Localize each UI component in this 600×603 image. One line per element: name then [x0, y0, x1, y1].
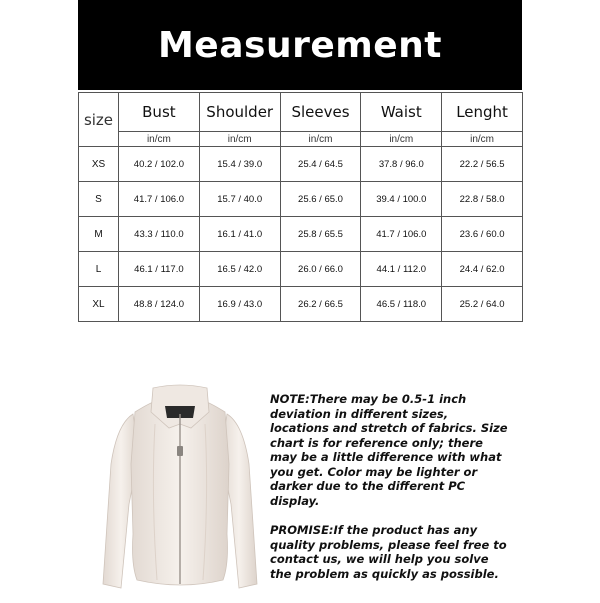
column-header-sleeves: Sleeves — [280, 93, 361, 132]
size-cell: S — [79, 182, 119, 217]
promise-text: PROMISE:If the product has any quality problems, please feel free to contact us, we will help you solve the problem as quickly as possible. — [270, 523, 507, 581]
table-cell: 16.5 / 42.0 — [199, 252, 280, 287]
table-row — [79, 287, 523, 322]
table-cell: 16.9 / 43.0 — [199, 287, 280, 322]
table-row — [79, 182, 523, 217]
table-cell: 46.1 / 117.0 — [119, 252, 200, 287]
table-cell: 48.8 / 124.0 — [119, 287, 200, 322]
column-header-bust: Bust — [119, 93, 200, 132]
unit-row — [79, 132, 523, 147]
table-cell: 15.7 / 40.0 — [199, 182, 280, 217]
size-column-header: size — [79, 93, 119, 147]
unit-label: in/cm — [199, 132, 280, 147]
column-header-waist: Waist — [361, 93, 442, 132]
table-row — [79, 147, 523, 182]
table-cell: 25.2 / 64.0 — [442, 287, 523, 322]
table-header-row — [79, 93, 523, 132]
unit-label: in/cm — [361, 132, 442, 147]
table-cell: 39.4 / 100.0 — [361, 182, 442, 217]
size-cell: XS — [79, 147, 119, 182]
table-cell: 22.2 / 56.5 — [442, 147, 523, 182]
table-cell: 22.8 / 58.0 — [442, 182, 523, 217]
table-cell: 15.4 / 39.0 — [199, 147, 280, 182]
table-cell: 44.1 / 112.0 — [361, 252, 442, 287]
size-chart-table — [78, 92, 523, 322]
table-row — [79, 252, 523, 287]
table-cell: 25.4 / 64.5 — [280, 147, 361, 182]
table-cell: 41.7 / 106.0 — [119, 182, 200, 217]
size-cell: L — [79, 252, 119, 287]
unit-label: in/cm — [442, 132, 523, 147]
table-cell: 23.6 / 60.0 — [442, 217, 523, 252]
table-cell: 16.1 / 41.0 — [199, 217, 280, 252]
table-cell: 46.5 / 118.0 — [361, 287, 442, 322]
table-cell: 26.0 / 66.0 — [280, 252, 361, 287]
size-cell: M — [79, 217, 119, 252]
column-header-shoulder: Shoulder — [199, 93, 280, 132]
jacket-illustration-icon — [95, 384, 265, 598]
column-header-length: Lenght — [442, 93, 523, 132]
table-row — [79, 217, 523, 252]
title-banner — [78, 0, 522, 90]
table-cell: 43.3 / 110.0 — [119, 217, 200, 252]
unit-label: in/cm — [119, 132, 200, 147]
table-cell: 25.6 / 65.0 — [280, 182, 361, 217]
note-text: NOTE:There may be 0.5-1 inch deviation in different sizes, locations and stretch of fabrics. Size chart is for reference only; there may be a little difference with what you get. Color may be lighter or darker due to the different PC display. — [270, 392, 508, 508]
table-cell: 41.7 / 106.0 — [361, 217, 442, 252]
unit-label: in/cm — [280, 132, 361, 147]
page-title: Measurement — [157, 24, 443, 66]
table-cell: 26.2 / 66.5 — [280, 287, 361, 322]
jacket-product-image — [95, 384, 265, 598]
table-cell: 25.8 / 65.5 — [280, 217, 361, 252]
size-cell: XL — [79, 287, 119, 322]
table-cell: 40.2 / 102.0 — [119, 147, 200, 182]
table-cell: 24.4 / 62.0 — [442, 252, 523, 287]
table-cell: 37.8 / 96.0 — [361, 147, 442, 182]
